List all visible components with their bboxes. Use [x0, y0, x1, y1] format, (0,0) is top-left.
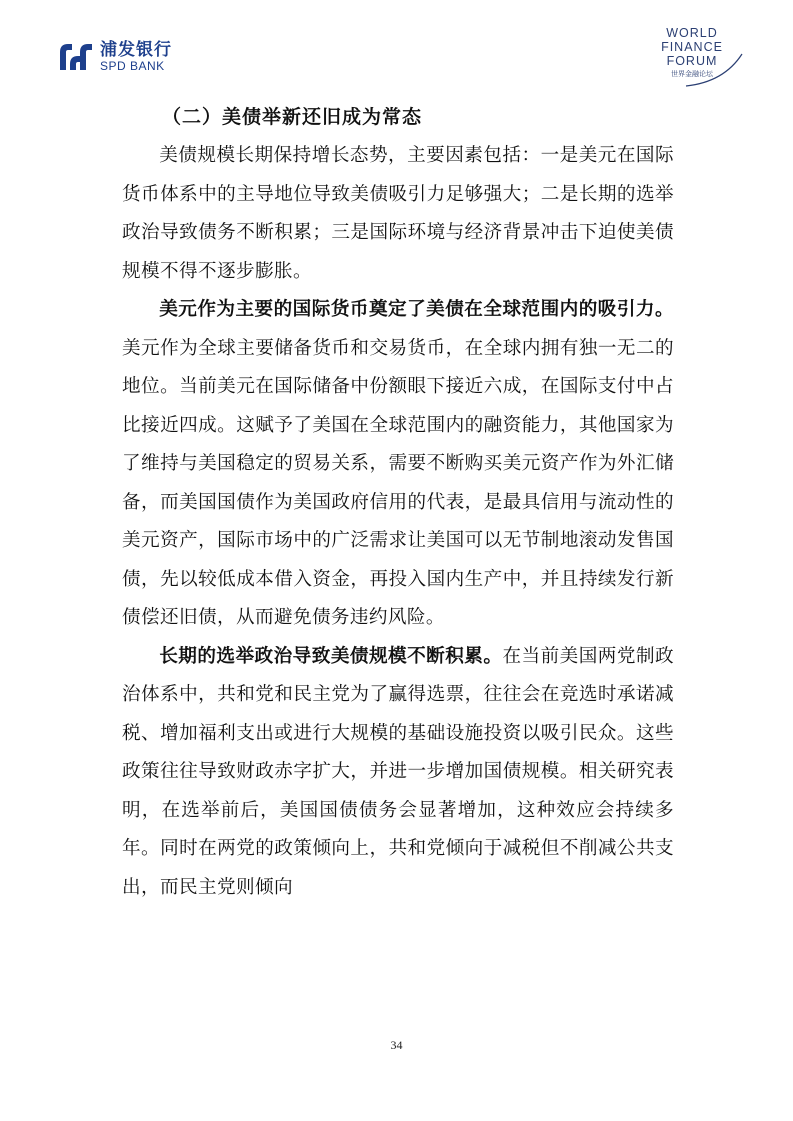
spd-bank-logo: [58, 42, 172, 72]
document-body: [122, 97, 674, 907]
paragraph-2-text: 美元作为全球主要储备货币和交易货币，在全球内拥有独一无二的地位。当前美元在国际储备中份额眼下接近六成，在国际支付中占比接近四成。这赋予了美国在全球范围内的融资能力，其他国家为了维持与美国稳定的贸易关系，需要不断购买美元资产作为外汇储备，而美国国债作为美国政府信用的代表，是最具信用与流动性的美元资产，国际市场中的广泛需求让美国可以无节制地滚动发售国债，先以较低成本借入资金，再投入国内生产中，并且持续发行新债偿还旧债，从而避免债务违约风险。: [122, 337, 674, 628]
page-header: [0, 0, 793, 95]
paragraph-1: [122, 137, 674, 291]
spd-logo-cn-text: 浦发银行: [100, 40, 172, 60]
wff-line-finance: FINANCE: [661, 40, 723, 54]
world-finance-forum-logo: [646, 26, 746, 88]
spd-logo-icon: [58, 42, 94, 72]
paragraph-2: [122, 291, 674, 638]
spd-logo-en-text: SPD BANK: [100, 58, 165, 73]
paragraph-3-lead: 长期的选举政治导致美债规模不断积累。: [159, 645, 503, 667]
wff-line-world: WORLD: [666, 26, 718, 40]
paragraph-3: [122, 638, 674, 908]
wff-line-forum: FORUM: [666, 54, 718, 68]
paragraph-1-text: 美债规模长期保持增长态势，主要因素包括：一是美元在国际货币体系中的主导地位导致美债吸引力足够强大；二是长期的选举政治导致债务不断积累；三是国际环境与经济背景冲击下迫使美债规模不得不逐步膨胀。: [122, 145, 674, 282]
paragraph-2-lead: 美元作为主要的国际货币奠定了美债在全球范围内的吸引力。: [159, 299, 674, 320]
wff-swoosh-icon: [646, 26, 746, 88]
paragraph-3-text: 在当前美国两党制政治体系中，共和党和民主党为了赢得选票，往往会在竞选时承诺减税、增加福利支出或进行大规模的基础设施投资以吸引民众。这些政策往往导致财政赤字扩大，并进一步增加国债规模。相关研究表明，在选举前后，美国国债债务会显著增加，这种效应会持续多年。同时在两党的政策倾向上，共和党倾向于减税但不削减公共支出，而民主党则倾向: [122, 645, 675, 898]
wff-cn-text: 世界金融论坛: [671, 70, 713, 78]
section-title: （二）美债举新还旧成为常态: [162, 106, 423, 128]
page-number: 34: [390, 1038, 403, 1052]
